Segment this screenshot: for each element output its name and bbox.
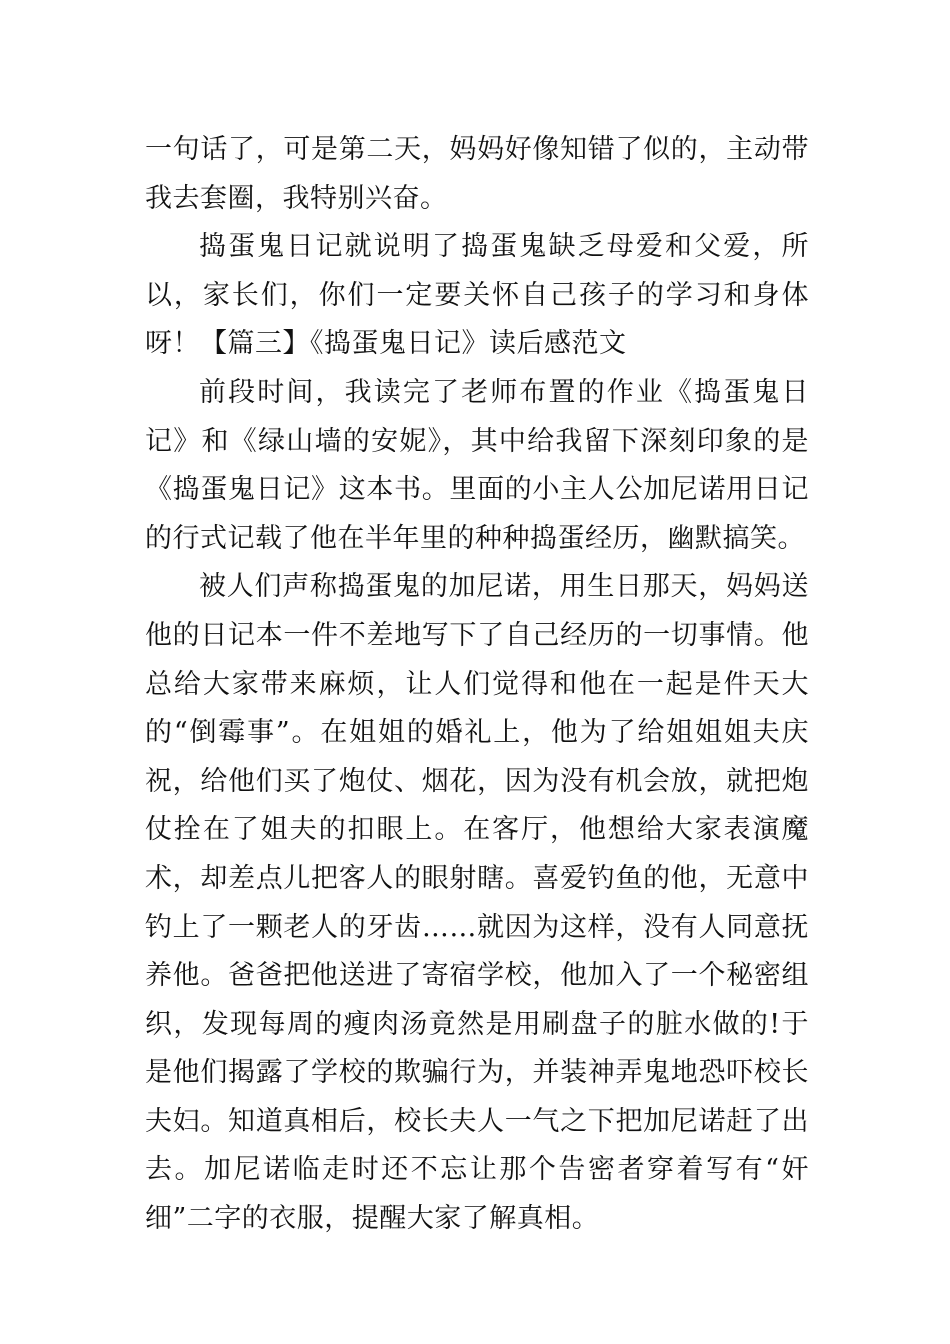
paragraph-4: 被人们声称捣蛋鬼的加尼诺，用生日那天，妈妈送他的日记本一件不差地写下了自己经历的一切事情。他总给大家带来麻烦，让人们觉得和他在一起是件天大的“倒霉事”。在姐姐的婚礼上，他为了给姐姐姐夫庆祝，给他们买了炮仗、烟花，因为没有机会放，就把炮仗拴在了姐夫的扣眼上。在客厅，他想给大家表演魔术，却差点儿把客人的眼射瞎。喜爱钓鱼的他，无意中钓上了一颗老人的牙齿……就因为这样，没有人同意抚养他。爸爸把他送进了寄宿学校，他加入了一个秘密组织，发现每周的瘦肉汤竟然是用刷盘子的脏水做的!于是他们揭露了学校的欺骗行为，并装神弄鬼地恐吓校长夫妇。知道真相后，校长夫人一气之下把加尼诺赶了出去。加尼诺临走时还不忘让那个告密者穿着写有“奸细”二字的衣服，提醒大家了解真相。: [145, 571, 809, 1235]
paragraph-3: 前段时间，我读完了老师布置的作业《捣蛋鬼日记》和《绿山墙的安妮》，其中给我留下深刻印象的是《捣蛋鬼日记》这本书。里面的小主人公加尼诺用日记的行式记载了他在半年里的种种捣蛋经历，幽默搞笑。: [145, 376, 809, 554]
document-page: [145, 126, 809, 1244]
paragraph-2: 捣蛋鬼日记就说明了捣蛋鬼缺乏母爱和父爱，所以，家长们，你们一定要关怀自己孩子的学习和身体呀！【篇三】《捣蛋鬼日记》读后感范文: [145, 231, 809, 360]
paragraph-1: 一句话了，可是第二天，妈妈好像知错了似的，主动带我去套圈，我特别兴奋。: [145, 134, 809, 214]
